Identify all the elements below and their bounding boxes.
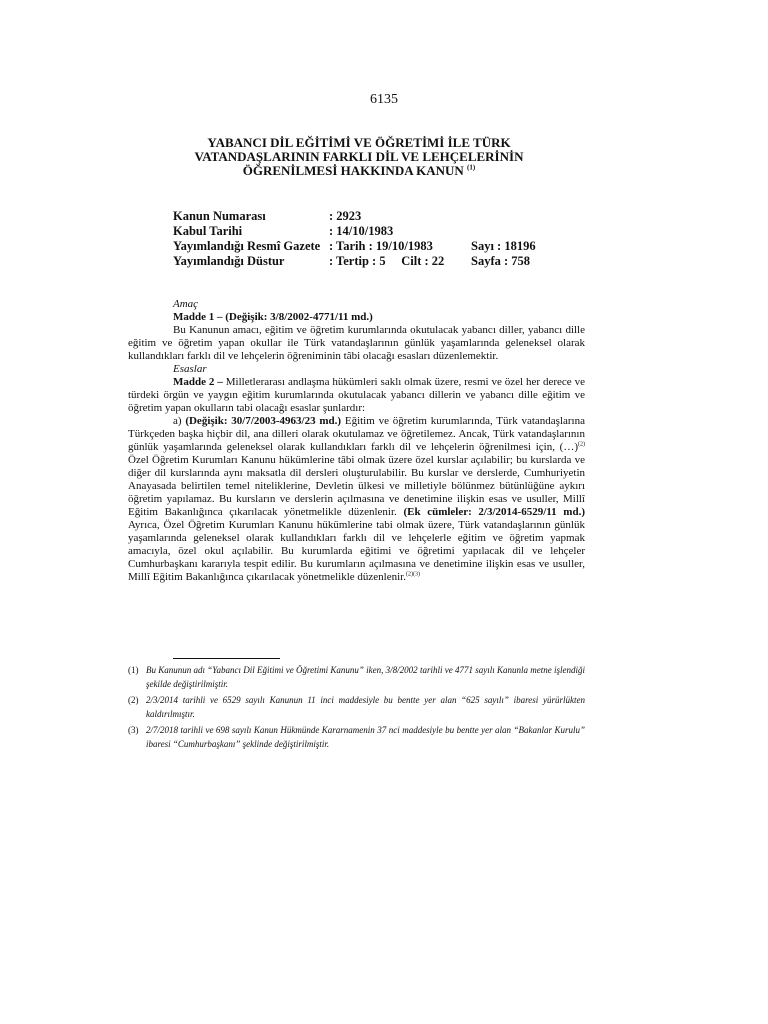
section-heading-amac: Amaç xyxy=(173,298,199,310)
madde-1-heading: Madde 1 – (Değişik: 3/8/2002-4771/11 md.) xyxy=(173,311,373,323)
footnote-text: 2/3/2014 tarihli ve 6529 sayılı Kanunun 11 inci maddesiyle bu bentte yer alan “625 sayılı” ibaresi yürürlükten kaldırılmıştır. xyxy=(146,695,585,719)
title-footnote-ref: (1) xyxy=(467,163,476,172)
footnote-mark: (1) xyxy=(128,665,139,675)
meta-value: : 2923 xyxy=(329,209,362,223)
footnote-text: 2/7/2018 tarihli ve 698 sayılı Kanun Hükmünde Kararnamenin 37 nci maddesiyle bu bentte yer alan “Bakanlar Kurulu” ibaresi “Cumhurbaşkanı” şeklinde değiştirilmiştir. xyxy=(146,725,585,749)
title-line-2: VATANDAŞLARININ FARKLI DİL VE LEHÇELERİNİN xyxy=(194,149,524,164)
bent-a-ek-cumleler: (Ek cümleler: 2/3/2014-6529/11 md.) xyxy=(403,506,585,518)
meta-label: Yayımlandığı Resmî Gazete xyxy=(173,239,321,253)
page-number: 6135 xyxy=(370,92,398,107)
bent-a-text-2: Özel Öğretim Kurumları Kanunu hükümlerine tâbi olmak üzere özel kurslar açılabilir; bu kurslarda ve diğer dil kurslarında aynı maksatla dil dersleri oluşturulabilir. Bu kurslar ve derslerde, Cumhuriyetin Anayasada belirtilen temel niteliklerine, Devletin ülkesi ve milletiyle bölünmez bütünlüğüne aykırı öğretim yapılamaz. Bu kursların ve derslerin açılmasına ve denetimine ilişkin esas ve usuller, Millî Eğitim Bakanlığınca çıkarılacak yönetmelikle düzenlenir. xyxy=(128,454,585,518)
footnote-text: Bu Kanunun adı “Yabancı Dil Eğitimi ve Öğretimi Kanunu” iken, 3/8/2002 tarihli ve 4771 sayılı Kanunla metne işlendiği şekilde değiştirilmiştir. xyxy=(146,665,585,689)
meta-value: : 14/10/1983 xyxy=(329,224,394,238)
meta-label: Kabul Tarihi xyxy=(173,224,243,238)
title-line-3 xyxy=(150,164,568,178)
law-body xyxy=(128,298,585,584)
madde-2-paragraph xyxy=(128,376,585,415)
meta-label: Yayımlandığı Düstur xyxy=(173,254,285,268)
bent-a-heading: (Değişik: 30/7/2003-4963/23 md.) xyxy=(185,415,342,427)
footnote-2 xyxy=(128,693,585,721)
bent-a-text-1: Eğitim ve öğretim kurumlarında, Türk vatandaşlarına Türkçeden başka hiçbir dil, ana dilleri olarak okutulamaz ve öğretilemez. Ancak, Türk vatandaşlarının günlük yaşamlarında geleneksel olarak kullandıkları farklı dil ve lehçelerin öğrenilmesi için, (…) xyxy=(128,415,585,453)
title-line-3-text: ÖĞRENİLMESİ HAKKINDA KANUN xyxy=(242,163,464,178)
title-line-1: YABANCI DİL EĞİTİMİ VE ÖĞRETİMİ İLE TÜRK xyxy=(207,135,511,150)
section-heading-esaslar: Esaslar xyxy=(173,363,207,375)
footnote-ref-2-3: (2)(3) xyxy=(405,571,420,578)
bent-a-paragraph xyxy=(128,415,585,584)
meta-sayi: Sayı : 18196 xyxy=(471,239,536,253)
meta-value: : Tarih : 19/10/1983 xyxy=(329,239,433,253)
bent-a-prefix: a) xyxy=(173,415,186,427)
bent-a-text-3: Ayrıca, Özel Öğretim Kurumları Kanunu hükümlerine tabi olmak üzere, Türk vatandaşlarının günlük yaşamlarında geleneksel olarak kullandıkları farklı dil ve lehçelerle eğitim ve öğretim yapmak amacıyla, özel okul açılabilir. Bu kurumlarda eğitimi ve öğretimi yapılacak dil ve lehçeler Cumhurbaşkanı kararıyla tespit edilir. Bu kurumların açılmasına ve denetimine ilişkin esas ve usuller, Millî Eğitim Bakanlığınca çıkarılacak yönetmelikle düzenlenir. xyxy=(128,519,585,583)
footnote-mark: (3) xyxy=(128,725,139,735)
footnote-1 xyxy=(128,663,585,691)
meta-label: Kanun Numarası xyxy=(173,209,266,223)
meta-sayfa: Sayfa : 758 xyxy=(471,254,531,268)
footnote-3 xyxy=(128,723,585,751)
footnote-separator xyxy=(173,658,280,659)
footnote-ref-2: (2) xyxy=(578,441,585,448)
footnote-mark: (2) xyxy=(128,695,139,705)
madde-2-text: Milletlerarası andlaşma hükümleri saklı olmak üzere, resmi ve özel her derece ve türdeki örgün ve yaygın eğitim kurumlarında okutulacak yabancı dillerin ve yabancı dille eğitim ve öğretim yapan okulların tabi olacağı esaslar şunlardır: xyxy=(128,376,585,414)
madde-2-heading: Madde 2 – xyxy=(173,376,223,388)
law-title xyxy=(150,136,568,178)
madde-1-text: Bu Kanunun amacı, eğitim ve öğretim kurumlarında okutulacak yabancı diller, yabancı dille eğitim ve öğretim yapan okullar ile Türk vatandaşlarının günlük yaşamlarında geleneksel olarak kullandıkları farklı dil ve lehçelerin öğreniminin tâbi olacağı esasları düzenlemektir. xyxy=(128,324,585,362)
footnotes xyxy=(128,663,585,753)
meta-value: : Tertip : 5 Cilt : 22 xyxy=(329,254,445,268)
